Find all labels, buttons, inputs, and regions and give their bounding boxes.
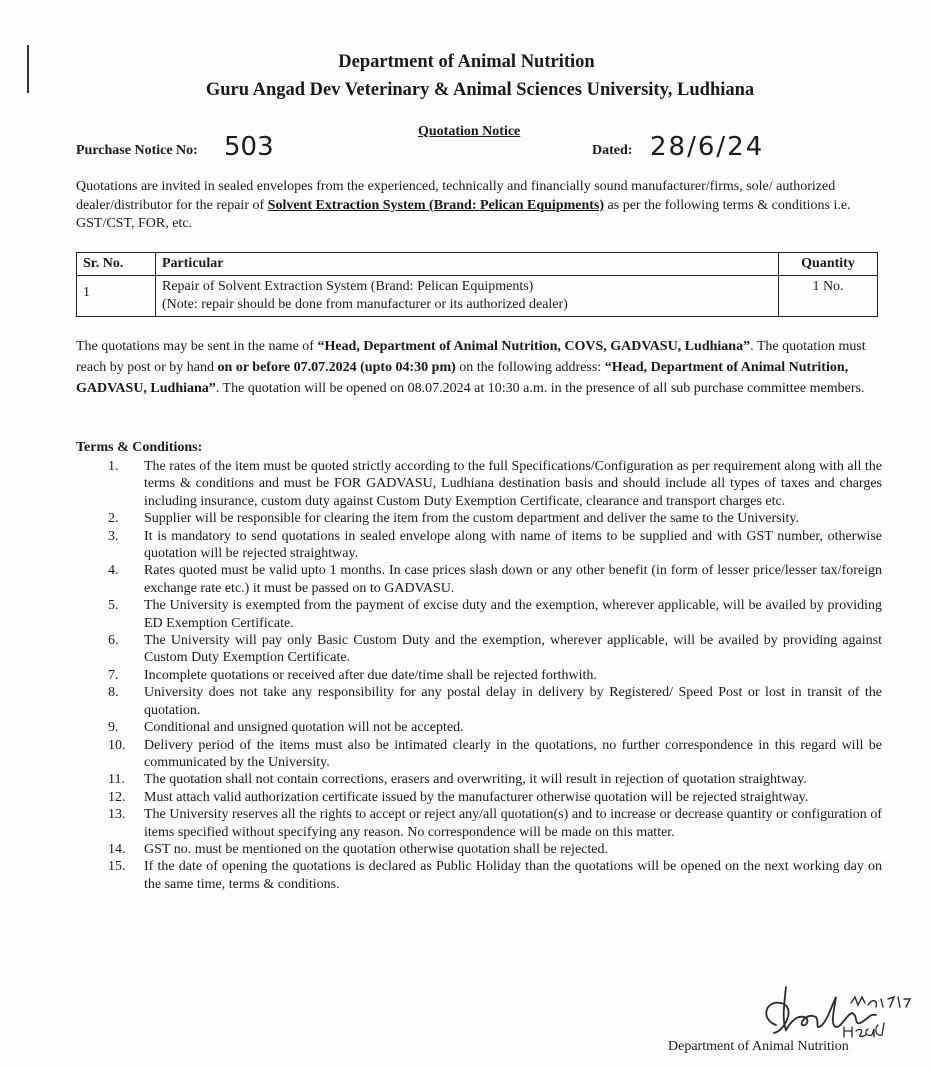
term-text: The University reserves all the rights to accept or reject any/all quotation(s) and to increase or decrease quantity or configuration of items specified without specifying any reason. No correspondence will be made on this matter. <box>144 807 882 840</box>
term-number: 11. <box>108 772 125 788</box>
term-item <box>76 667 882 684</box>
term-text: Delivery period of the items must also be intimated clearly in the quotations, no further correspondence in this regard will be communicated by the University. <box>144 737 882 770</box>
row-sr-no: 1 <box>77 276 156 317</box>
term-item <box>76 858 882 893</box>
term-item <box>76 841 882 858</box>
intro-text-before: Quotations are invited in sealed envelopes from the experienced, technically and financially sound manufacturer/firms, sole/ authorized dealer/distributor for the repair of <box>76 179 836 213</box>
university-title: Guru Angad Dev Veterinary & Animal Sciences University, Ludhiana <box>205 80 755 100</box>
quote-text-4: . The quotation will be opened on 08.07.2024 at 10:30 a.m. in the presence of all sub purchase committee members. <box>215 381 865 396</box>
term-number: 6. <box>108 633 119 649</box>
quote-deadline: on or before 07.07.2024 (upto 04:30 pm) <box>217 360 456 375</box>
term-item <box>76 597 882 632</box>
intro-item-highlight: Solvent Extraction System (Brand: Pelican Equipments) <box>267 197 605 213</box>
row-particular-line2: (Note: repair should be done from manufacturer or its authorized dealer) <box>162 297 568 312</box>
term-text: Rates quoted must be valid upto 1 months. In case prices slash down or any other benefit (in form of lesser price/lesser tax/foreign exchange rate etc.) it must be passed on to GADVASU. <box>144 563 882 596</box>
items-table <box>76 252 878 317</box>
intro-paragraph <box>76 178 886 234</box>
term-item <box>76 684 882 719</box>
term-item <box>76 771 882 788</box>
term-number: 12. <box>108 789 126 805</box>
intro-text-after: as per the following terms & conditions i.e. GST/CST, FOR, etc. <box>76 197 851 231</box>
quote-address: “Head, Department of Animal Nutrition, GADVASU, Ludhiana” <box>76 360 849 396</box>
term-number: 9. <box>108 720 119 736</box>
purchase-notice-label: Purchase Notice No: <box>76 143 198 158</box>
term-number: 15. <box>108 859 126 875</box>
department-title: Department of Animal Nutrition <box>338 52 595 72</box>
term-item <box>76 458 882 510</box>
term-number: 8. <box>108 685 119 701</box>
purchase-notice-number: 503 <box>224 132 274 162</box>
term-text: The University will pay only Basic Custom Duty and the exemption, wherever applicable, will be availed by providing against Custom Duty Exemption Certificate. <box>144 633 882 666</box>
terms-heading: Terms & Conditions: <box>76 440 203 455</box>
quote-addressee: “Head, Department of Animal Nutrition, COVS, GADVASU, Ludhiana” <box>317 339 751 354</box>
header-quantity: Quantity <box>779 253 878 276</box>
term-number: 13. <box>108 807 126 823</box>
term-text: Supplier will be responsible for clearing the item from the custom department and deliver the same to the University. <box>144 511 799 527</box>
term-number: 14. <box>108 841 126 857</box>
term-text: It is mandatory to send quotations in sealed envelope along with name of items to be supplied and with GST number, otherwise quotation will be rejected straightway. <box>144 528 882 562</box>
quote-text-1: The quotations may be sent in the name of <box>76 339 318 354</box>
dated-label: Dated: <box>592 143 633 158</box>
term-item <box>76 562 882 597</box>
term-number: 3. <box>108 528 119 544</box>
term-number: 2. <box>108 511 119 527</box>
quote-text-2: . The quotation must reach by post or by hand <box>76 339 866 375</box>
term-text: If the date of opening the quotations is declared as Public Holiday than the quotations will be opened on the next working day on the same time, terms & conditions. <box>144 859 882 892</box>
term-item <box>76 510 882 527</box>
header-particular: Particular <box>156 253 779 276</box>
term-text: GST no. must be mentioned on the quotation otherwise quotation shall be rejected. <box>144 841 608 857</box>
term-text: The quotation shall not contain corrections, erasers and overwriting, it will result in rejection of quotation straightway. <box>144 772 807 788</box>
term-number: 4. <box>108 563 119 579</box>
dated-value: 28/6/24 <box>650 132 765 162</box>
header-sr-no: Sr. No. <box>77 253 156 276</box>
quote-text-3: on the following address: <box>455 360 605 375</box>
term-text: The rates of the item must be quoted strictly according to the full Specifications/Configuration as per requirement along with all the terms & conditions and must be FOR GADVASU, Ludhiana destination basis and should include all types of taxes and charges including insurance, custom duty against Custom Duty Exemption Certificate, clearance and transport charges etc. <box>144 459 882 509</box>
term-item <box>76 632 882 667</box>
row-particular-line1: Repair of Solvent Extraction System (Brand: Pelican Equipments) <box>162 279 534 294</box>
term-number: 7. <box>108 667 119 683</box>
table-row <box>77 276 878 317</box>
term-text: Must attach valid authorization certificate issued by the manufacturer otherwise quotation will be rejected straightway. <box>144 789 809 805</box>
term-number: 1. <box>108 459 119 474</box>
term-item <box>76 806 882 841</box>
term-text: Conditional and unsigned quotation will not be accepted. <box>144 720 464 736</box>
term-text: The University is exempted from the payment of excise duty and the exemption, wherever applicable, will be availed by providing ED Exemption Certificate. <box>144 598 882 631</box>
term-item <box>76 789 882 806</box>
term-text: Incomplete quotations or received after due date/time shall be rejected forthwith. <box>144 667 597 683</box>
quotation-submission-paragraph <box>76 336 882 399</box>
term-number: 5. <box>108 598 119 614</box>
quotation-notice-heading: Quotation Notice <box>418 124 521 139</box>
term-item <box>76 719 882 736</box>
table-header-row <box>77 253 878 276</box>
signature-scribble <box>756 975 926 1045</box>
term-text: University does not take any responsibility for any postal delay in delivery by Registered/ Speed Post or lost in transit of the quotation. <box>144 685 882 718</box>
row-particular <box>156 276 779 317</box>
terms-list <box>76 458 882 893</box>
signature-footer: Department of Animal Nutrition <box>668 1039 849 1054</box>
term-number: 10. <box>108 737 126 753</box>
row-quantity: 1 No. <box>779 276 878 317</box>
term-item <box>76 737 882 772</box>
term-item <box>76 528 882 563</box>
